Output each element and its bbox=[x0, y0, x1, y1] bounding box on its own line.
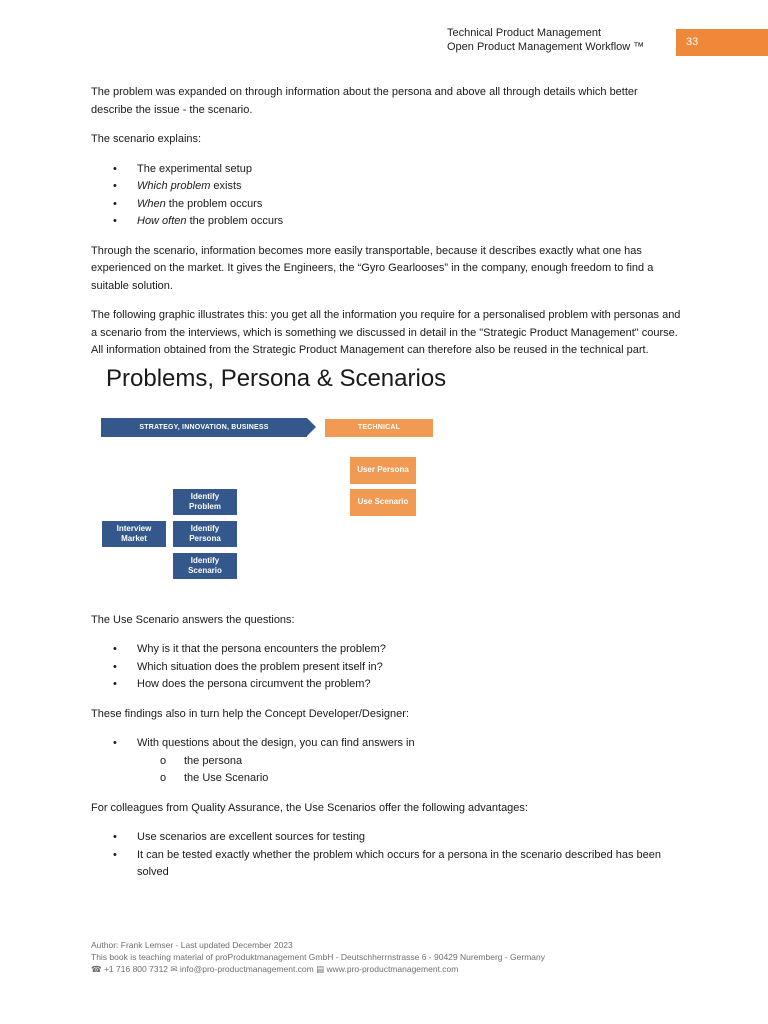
list-item: • Use scenarios are excellent sources for testing bbox=[91, 829, 681, 847]
paragraph-transportable: Through the scenario, information becomes more easily transportable, because it describes exactly what one has experienced on the market. It gives the Engineers, the “Gyro Gearlooses” in the company, enough freedom to find a suitable solution. bbox=[91, 244, 654, 292]
page-number: 33 bbox=[676, 29, 768, 56]
footer-phone: +1 716 800 7312 bbox=[103, 964, 169, 974]
strategy-bar: STRATEGY, INNOVATION, BUSINESS bbox=[101, 418, 307, 437]
sub-list-item: o the persona bbox=[91, 753, 681, 771]
strategy-bar-arrow bbox=[307, 418, 316, 436]
technical-bar: TECHNICAL bbox=[325, 419, 433, 437]
list-item: • Why is it that the persona encounters the problem? bbox=[91, 641, 681, 659]
paragraph-qa: For colleagues from Quality Assurance, the Use Scenarios offer the following advantages: bbox=[91, 801, 528, 814]
list-item: • How does the persona circumvent the problem? bbox=[91, 676, 681, 694]
box-identify-persona: Identify Persona bbox=[173, 521, 237, 547]
paragraph-problem-expanded: The problem was expanded on through information about the persona and above all through details which better describe the issue - the scenario. bbox=[91, 86, 638, 116]
footer-web[interactable]: www.pro-productmanagement.com bbox=[326, 964, 459, 974]
footer-author: Author: Frank Lemser - Last updated December 2023 bbox=[91, 940, 293, 950]
list-item: • It can be tested exactly whether the problem which occurs for a persona in the scenario described has been solved bbox=[91, 847, 681, 882]
email-icon: ✉ bbox=[170, 964, 178, 974]
diagram-title: Problems, Persona & Scenarios bbox=[106, 364, 447, 392]
page-body bbox=[91, 84, 681, 894]
page-footer bbox=[91, 939, 691, 975]
paragraph-scenario-explains: The scenario explains: bbox=[91, 133, 202, 145]
box-identify-problem: Identify Problem bbox=[173, 489, 237, 515]
header-subtitle: Open Product Management Workflow ™ bbox=[447, 40, 645, 53]
running-header bbox=[447, 27, 675, 54]
box-use-scenario: Use Scenario bbox=[350, 489, 416, 516]
footer-publisher: This book is teaching material of proProduktmanagement GmbH - Deutschherrnstrasse 6 - 90429 Nuremberg - Germany bbox=[91, 952, 546, 962]
footer-email[interactable]: info@pro-productmanagement.com bbox=[179, 964, 314, 974]
list-item: • With questions about the design, you can find answers in bbox=[91, 735, 681, 753]
design-sub-list bbox=[91, 753, 681, 788]
web-icon: ▤ bbox=[316, 964, 325, 974]
phone-icon: ☎ bbox=[91, 964, 102, 974]
header-title: Technical Product Management bbox=[447, 27, 602, 39]
use-scenario-questions bbox=[91, 641, 681, 694]
design-list bbox=[91, 735, 681, 788]
list-item: • When the problem occurs bbox=[91, 196, 681, 214]
list-item: • How often the problem occurs bbox=[91, 213, 681, 231]
paragraph-findings: These findings also in turn help the Concept Developer/Designer: bbox=[91, 707, 409, 720]
problems-persona-scenarios-diagram bbox=[91, 358, 681, 606]
footer-contact bbox=[91, 963, 691, 975]
box-user-persona: User Persona bbox=[350, 457, 416, 484]
box-interview-market: Interview Market bbox=[102, 521, 166, 547]
box-identify-scenario: Identify Scenario bbox=[173, 553, 237, 579]
scenario-list bbox=[91, 161, 681, 231]
sub-list-item: o the Use Scenario bbox=[91, 770, 681, 788]
list-item: • The experimental setup bbox=[91, 161, 681, 179]
paragraph-use-scenario-answers: The Use Scenario answers the questions: bbox=[91, 613, 295, 626]
sub-list-wrapper bbox=[91, 753, 681, 788]
list-item: • Which situation does the problem present itself in? bbox=[91, 659, 681, 677]
list-item: • Which problem exists bbox=[91, 178, 681, 196]
qa-advantages-list bbox=[91, 829, 681, 882]
paragraph-graphic-illustrates: The following graphic illustrates this: you get all the information you require for a personalised problem with personas and a scenario from the interviews, which is something we discussed in detail in the "Strategic Product Management" course. All information obtained from the Strategic Product Management can therefore also be reused in the technical part. bbox=[91, 309, 681, 356]
